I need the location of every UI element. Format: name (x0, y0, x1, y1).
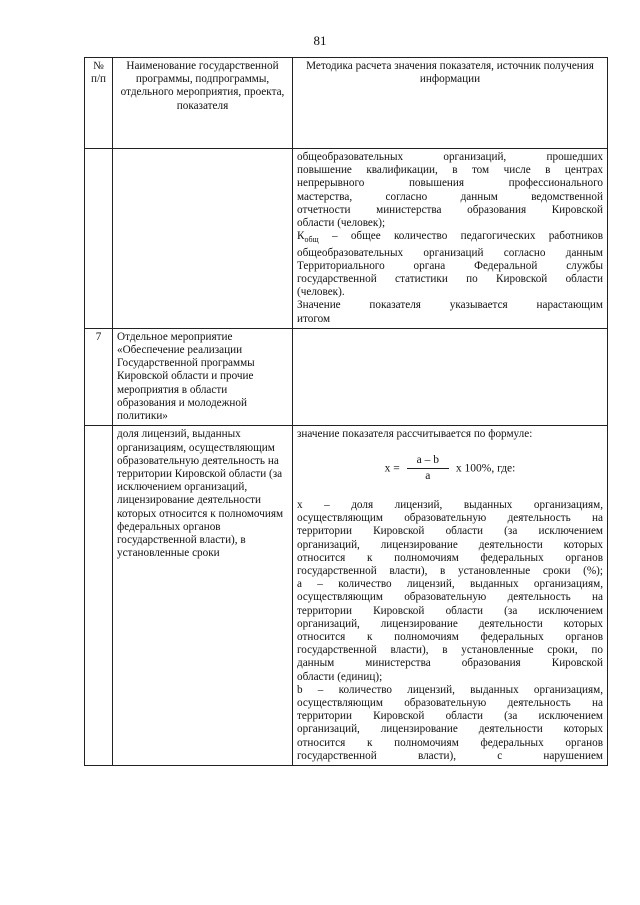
method-line: общеобразовательных организаций согласно данным (297, 246, 603, 259)
method-line: общеобразовательных организаций, прошедших (297, 151, 603, 163)
row-number-cell (85, 426, 113, 766)
formula-rhs: x 100%, где: (455, 461, 516, 474)
indicator-methodology-table (84, 57, 608, 766)
b-definition-line: государственной власти), с нарушением (297, 749, 603, 762)
a-definition-line: данным министерства образования Кировской (297, 657, 603, 670)
a-definition-line: относится к полномочиям федеральных органов (297, 630, 603, 643)
header-name: Наименование государственной программы, подпрограммы, отдельного мероприятия, проекта, показателя (113, 58, 293, 149)
x-definition-line: государственной власти), в установленные сроки (%); (297, 564, 603, 577)
table-row (85, 426, 608, 766)
row-number-cell (85, 149, 113, 329)
formula-fraction (407, 454, 449, 483)
row-name-cell (113, 149, 293, 329)
header-number: № п/п (85, 58, 113, 149)
method-line: области (человек); (297, 217, 386, 230)
row-name-cell: Отдельное мероприятие «Обеспечение реализации Государственной программы Кировской области и прочие мероприятия в области образования и молодежной политики» (113, 328, 293, 425)
k-text: – общее количество педагогических работников (318, 230, 603, 243)
a-definition-line: территории Кировской области (за исключением (297, 604, 603, 617)
formula-denominator: a (425, 469, 431, 482)
method-line: повышение квалификации, в том числе в центрах (297, 164, 603, 177)
table-header-row (85, 58, 608, 149)
b-definition-line: территории Кировской области (за исключением (297, 710, 603, 723)
header-method: Методика расчета значения показателя, источник получения информации (293, 58, 608, 149)
formula (297, 454, 603, 483)
x-definition-line: организаций, лицензирование деятельности которых (297, 538, 603, 551)
method-line: непрерывного повышения профессионального (297, 177, 603, 190)
a-definition-line: осуществляющим образовательную деятельность на (297, 591, 603, 604)
b-definition-line: организаций, лицензирование деятельности которых (297, 723, 603, 736)
x-definition-line: относится к полномочиям федеральных органов (297, 551, 603, 564)
method-line: мастерства, согласно данным ведомственной (297, 190, 603, 203)
table-row (85, 328, 608, 425)
k-definition (297, 230, 603, 246)
x-definition-line: осуществляющим образовательную деятельность на (297, 512, 603, 525)
table-row (85, 149, 608, 329)
k-subscript: общ (304, 235, 319, 245)
x-definition-line: x – доля лицензий, выданных организациям, (297, 498, 603, 511)
indicator-method-cell (293, 426, 608, 766)
a-definition-line: области (единиц); (297, 670, 383, 683)
formula-lhs: x = (384, 461, 400, 474)
a-definition-line: а – количество лицензий, выданных организациям, (297, 578, 603, 591)
continuation-method-cell (293, 149, 608, 329)
method-line: итогом (297, 312, 331, 325)
method-line: Территориального органа Федеральной службы (297, 259, 603, 272)
formula-intro: значение показателя рассчитывается по формуле: (297, 428, 533, 441)
b-definition-line: b – количество лицензий, выданных организациям, (297, 683, 603, 696)
x-definition-line: территории Кировской области (за исключением (297, 525, 603, 538)
method-line: отчетности министерства образования Кировской (297, 203, 603, 216)
page-number: 81 (313, 33, 327, 48)
k-symbol: К (297, 230, 305, 243)
row-method-cell (293, 328, 608, 425)
indicator-name-cell: доля лицензий, выданных организациям, осуществляющим образовательную деятельность на территории Кировской области (за исключением организаций, лицензирование деятельности которых относится к полномочиям федеральных органов государственной власти), в установленные сроки (113, 426, 293, 766)
method-line: Значение показателя указывается нарастающим (297, 299, 603, 312)
method-line: государственной статистики по Кировской области (297, 273, 603, 286)
b-definition-line: относится к полномочиям федеральных органов (297, 736, 603, 749)
a-definition-line: организаций, лицензирование деятельности которых (297, 617, 603, 630)
row-number-cell: 7 (85, 328, 113, 425)
a-definition-line: государственной власти), в установленные сроки, по (297, 644, 603, 657)
b-definition-line: осуществляющим образовательную деятельность на (297, 696, 603, 709)
formula-numerator: a – b (407, 454, 449, 469)
method-line: (человек). (297, 286, 345, 299)
